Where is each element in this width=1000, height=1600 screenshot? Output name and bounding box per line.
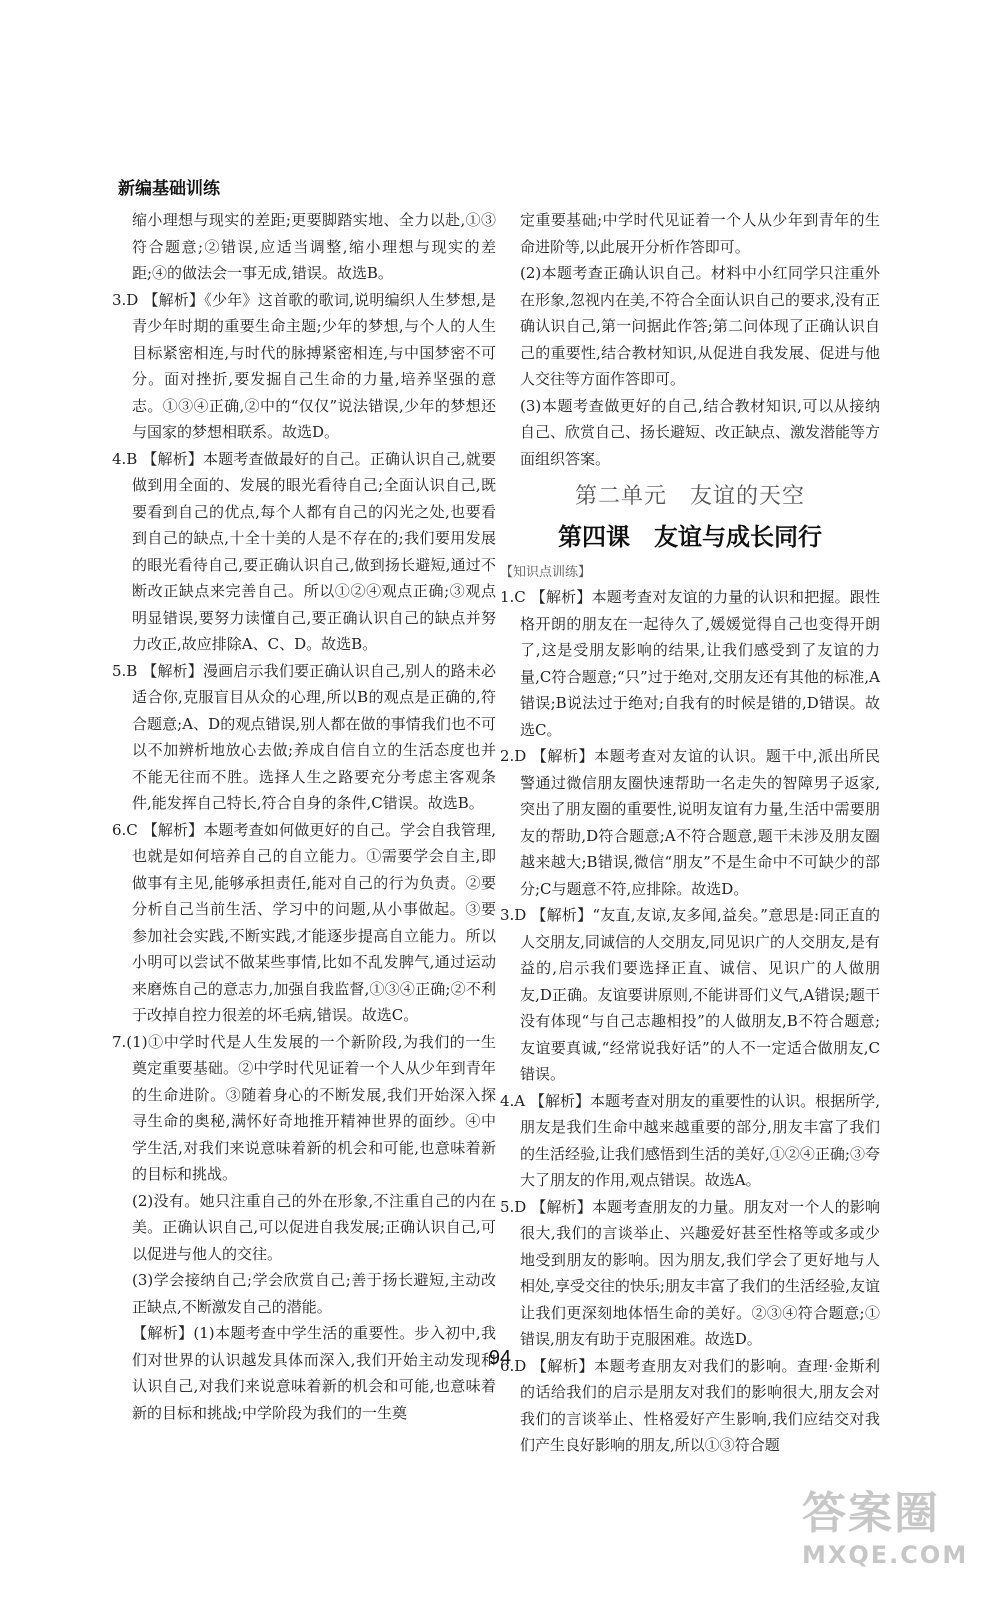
answer-paragraph: 3.D 【解析】“友直,友谅,友多闻,益矣。”意思是:同正直的人交朋友,同诚信的人交朋友,同见识广的人交朋友,是有益的,启示我们要选择正直、诚信、见识广的人做朋友,D正确。友谊要讲原则,不能讲哥们义气,A错误;题干没有体现“与自己志趣相投”的人做朋友,B不符合题意;友谊要真诚,“经常说我好话”的人不一定适合做朋友,C错误。 (500, 906, 880, 1083)
answer-paragraph: 缩小理想与现实的差距;更要脚踏实地、全力以赴,①③符合题意;②错误,应适当调整,缩小理想与现实的差距;④的做法会一事无成,错误。故选B。 (132, 211, 496, 282)
answer-paragraph: 6.D 【解析】本题考查朋友对我们的影响。查理·金斯利的话给我们的启示是朋友对我们的影响很大,朋友会对我们的言谈举止、性格爱好产生影响,我们应结交对我们产生良好影响的朋友,所以①③符合题 (500, 1356, 880, 1454)
watermark-line1: 答案圈 (802, 1488, 940, 1539)
right-column (500, 207, 880, 1459)
left-column (112, 207, 496, 1426)
watermark-logo (802, 1488, 972, 1578)
answer-paragraph: 3.D 【解析】《少年》这首歌的歌词,说明编织人生梦想,是青少年时期的重要生命主题;少年的梦想,与个人的人生目标紧密相连,与时代的脉搏紧密相连,与中国梦密不可分。面对挫折,要发掘自己生命的力量,培养坚强的意志。①③④正确,②中的“仅仅”说法错误,少年的梦想还与国家的梦想相联系。故选D。 (112, 290, 496, 441)
answer-paragraph: 4.A 【解析】本题考查对朋友的重要性的认识。根据所学,朋友是我们生命中越来越重要的部分,朋友丰富了我们的生活经验,让我们感悟到生活的美好,①②④正确;③夸大了朋友的作用,观点错误。故选A。 (500, 1091, 880, 1189)
answer-paragraph: 定重要基础;中学时代见证着一个人从少年到青年的生命进阶等,以此展开分析作答即可。 (520, 211, 880, 256)
answer-paragraph: 【解析】(1)本题考查中学生活的重要性。步入初中,我们对世界的认识越发具体而深入,我们开始主动发现和认识自己,对我们来说意味着新的机会和可能,也意味着新的目标和挑战;中学阶段为我们的一生奠 (132, 1324, 496, 1422)
answer-paragraph: 5.D 【解析】本题考查朋友的力量。朋友对一个人的影响很大,我们的言谈举止、兴趣爱好甚至性格等或多或少地受到朋友的影响。因为朋友,我们学会了更好地与人相处,享受交往的快乐;朋友丰富了我们的生活经验,友谊让我们更深刻地体悟生命的美好。②③④符合题意;①错误,朋友有助于克服困难。故选D。 (500, 1197, 880, 1348)
page-number: 94 (488, 1347, 512, 1369)
answer-paragraph: 4.B 【解析】本题考查做最好的自己。正确认识自己,就要做到用全面的、发展的眼光看待自己;全面认识自己,既要看到自己的优点,每个人都有自己的闪光之处,也要看到自己的缺点,十全十美的人是不存在的;我们要用发展的眼光看待自己,要正确认识自己,做到扬长避短,通过不断改正缺点来完善自己。所以①②④观点正确;③观点明显错误,要努力读懂自己,要正确认识自己的缺点并努力改正,故应排除A、C、D。故选B。 (112, 449, 496, 653)
answer-paragraph: (2)没有。她只注重自己的外在形象,不注重自己的内在美。正确认识自己,可以促进自我发展;正确认识自己,可以促进与他人的交往。 (132, 1191, 496, 1263)
answer-paragraph: 7.(1)①中学时代是人生发展的一个新阶段,为我们的一生奠定重要基础。②中学时代见证着一个人从少年到青年的生命进阶。③随着身心的不断发展,我们开始深入探寻生命的奥秘,满怀好奇地推开精神世界的面纱。④中学生活,对我们来说意味着新的机会和可能,也意味着新的目标和挑战。 (112, 1032, 496, 1183)
book-title: 新编基础训练 (118, 179, 220, 199)
answer-paragraph: 1.C 【解析】本题考查对友谊的力量的认识和把握。跟性格开朗的朋友在一起待久了,媛媛觉得自己也变得开朗了,这是受朋友影响的结果,让我们感受到了友谊的力量,C符合题意;“只”过于绝对,交朋友还有其他的标准,A错误;B说法过于绝对;自我有的时候是错的,D错误。故选C。 (500, 588, 880, 739)
right-column-answers-bottom (500, 584, 880, 1459)
answer-paragraph: (2)本题考查正确认识自己。材料中小红同学只注重外在形象,忽视内在美,不符合全面认识自己的要求,没有正确认识自己,第一问据此作答;第二问体现了正确认识自己的重要性,结合教材知识,从促进自我发展、促进与他人交往等方面作答即可。 (520, 264, 880, 388)
answer-paragraph: 5.B 【解析】漫画启示我们要正确认识自己,别人的路未必适合你,克服盲目从众的心理,所以B的观点是正确的,符合题意;A、D的观点错误,别人都在做的事情我们也不可以不加辨析地放心去做;养成自信自立的生活态度也并不能无往而不胜。选择人生之路要充分考虑主客观条件,能发挥自己特长,符合自身的条件,C错误。故选B。 (112, 661, 496, 812)
lesson-title: 第四课 友谊与成长同行 (558, 523, 822, 551)
unit-title: 第二单元 友谊的天空 (574, 484, 805, 509)
answer-paragraph: (3)学会接纳自己;学会欣赏自己;善于扬长避短,主动改正缺点,不断激发自己的潜能。 (132, 1271, 496, 1316)
watermark-line2: MXQE.COM (802, 1541, 969, 1569)
right-column-answers-top (500, 207, 880, 472)
answer-paragraph: 6.C 【解析】本题考查如何做更好的自己。学会自我管理,也就是如何培养自己的自立能力。①需要学会自主,即做事有主见,能够承担责任,能对自己的行为负责。②要分析自己当前生活、学习中的问题,从小事做起。③要参加社会实践,不断实践,才能逐步提高自立能力。所以小明可以尝试不做某些事情,比如不乱发脾气,通过运动来磨炼自己的意志力,加强自我监督,①③④正确;②不利于改掉自控力很差的坏毛病,错误。故选C。 (112, 820, 496, 1024)
answer-paragraph: (3)本题考查做更好的自己,结合教材知识,可以从接纳自己、欣赏自己、扬长避短、改正缺点、激发潜能等方面组织答案。 (520, 396, 881, 468)
section-label: 【知识点训练】 (500, 565, 592, 580)
answer-paragraph: 2.D 【解析】本题考查对友谊的认识。题干中,派出所民警通过微信朋友圈快速帮助一名走失的智障男子返家,突出了朋友圈的重要性,说明友谊有力量,生活中需要朋友的帮助,D符合题意;A不符合题意,题干未涉及朋友圈越来越大;B错误,微信“朋友”不是生命中不可缺少的部分;C与题意不符,应排除。故选D。 (500, 747, 880, 898)
